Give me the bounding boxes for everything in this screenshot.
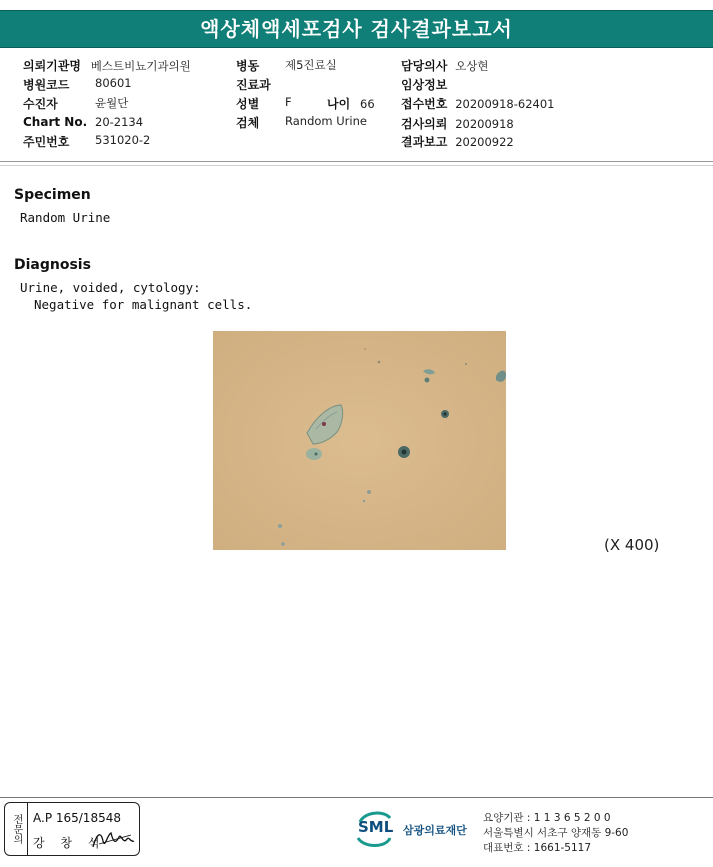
sex-label: 성별	[236, 97, 260, 111]
chart-no-label: Chart No.	[23, 115, 88, 129]
chart-no-value: 20-2134	[95, 115, 144, 129]
header-divider	[0, 161, 713, 162]
receipt-no-label: 접수번호	[401, 97, 448, 111]
request-date-value: 20200918	[455, 117, 514, 131]
request-date-row	[401, 115, 514, 132]
stamp-license-number: A.P 165/18548	[33, 811, 121, 825]
doctor-value: 오상현	[455, 59, 489, 73]
cytology-cells-graphic	[213, 331, 506, 550]
resident-no-label: 주민번호	[23, 135, 70, 149]
requesting-institution-value: 베스트비뇨기과의원	[90, 59, 191, 73]
request-date-label: 검사의뢰	[401, 117, 448, 131]
ward-value: 제5진료실	[285, 58, 337, 72]
patient-name-value: 윤월단	[95, 96, 129, 110]
clinical-info-row	[401, 76, 451, 93]
report-date-row	[401, 133, 514, 150]
report-date-value: 20200922	[455, 135, 514, 149]
resident-no-row	[23, 133, 151, 150]
sex-row	[236, 95, 292, 112]
requesting-institution-row	[23, 57, 191, 74]
org-address: 서울특별시 서초구 양재동 9-60	[483, 827, 629, 839]
cytology-microscopy-image	[213, 331, 506, 550]
sex-value: F	[285, 95, 292, 109]
patient-name-label: 수진자	[23, 97, 58, 111]
diagnosis-line-1: Urine, voided, cytology:	[20, 280, 201, 295]
specimen-type-label: 검체	[236, 116, 260, 130]
department-label: 진료과	[236, 78, 271, 92]
pathologist-stamp	[4, 802, 140, 856]
stamp-side-label: 전문의	[5, 803, 28, 855]
org-code: 요양기관 : 1 1 3 6 5 2 0 0	[483, 812, 611, 824]
header-divider-shadow	[0, 165, 713, 166]
receipt-no-row	[401, 95, 554, 112]
department-row	[236, 76, 271, 93]
clinical-info-label: 임상정보	[401, 78, 448, 92]
logo-text: SML	[358, 818, 394, 836]
hospital-code-value: 80601	[95, 76, 132, 90]
ward-label: 병동	[236, 59, 260, 73]
receipt-no-value: 20200918-62401	[455, 97, 555, 111]
diagnosis-line-2: Negative for malignant cells.	[34, 297, 253, 312]
age-row	[327, 95, 375, 112]
hospital-code-label: 병원코드	[23, 78, 70, 92]
diagnosis-heading: Diagnosis	[14, 257, 91, 273]
specimen-heading: Specimen	[14, 187, 91, 203]
stamp-pathologist-name: 강 창 석	[33, 836, 106, 850]
org-phone: 대표번호 : 1661-5117	[483, 842, 592, 854]
signature-icon	[91, 827, 135, 851]
patient-name-row	[23, 95, 129, 112]
lab-name: 삼광의료재단	[403, 824, 467, 837]
footer-divider	[0, 797, 713, 798]
chart-no-row	[23, 115, 144, 129]
magnification-label: (X 400)	[604, 536, 660, 554]
specimen-type-value: Random Urine	[285, 114, 367, 128]
requesting-institution-label: 의뢰기관명	[23, 59, 81, 73]
doctor-label: 담당의사	[401, 59, 448, 73]
age-label: 나이	[327, 97, 351, 111]
hospital-code-row	[23, 76, 132, 93]
age-value: 66	[360, 97, 375, 111]
specimen-text: Random Urine	[20, 210, 111, 225]
resident-no-value: 531020-2	[95, 133, 151, 147]
report-title: 액상체액세포검사 검사결과보고서	[0, 10, 713, 48]
specimen-type-row	[236, 114, 367, 131]
report-date-label: 결과보고	[401, 135, 448, 149]
ward-row	[236, 57, 337, 74]
doctor-row	[401, 57, 489, 74]
